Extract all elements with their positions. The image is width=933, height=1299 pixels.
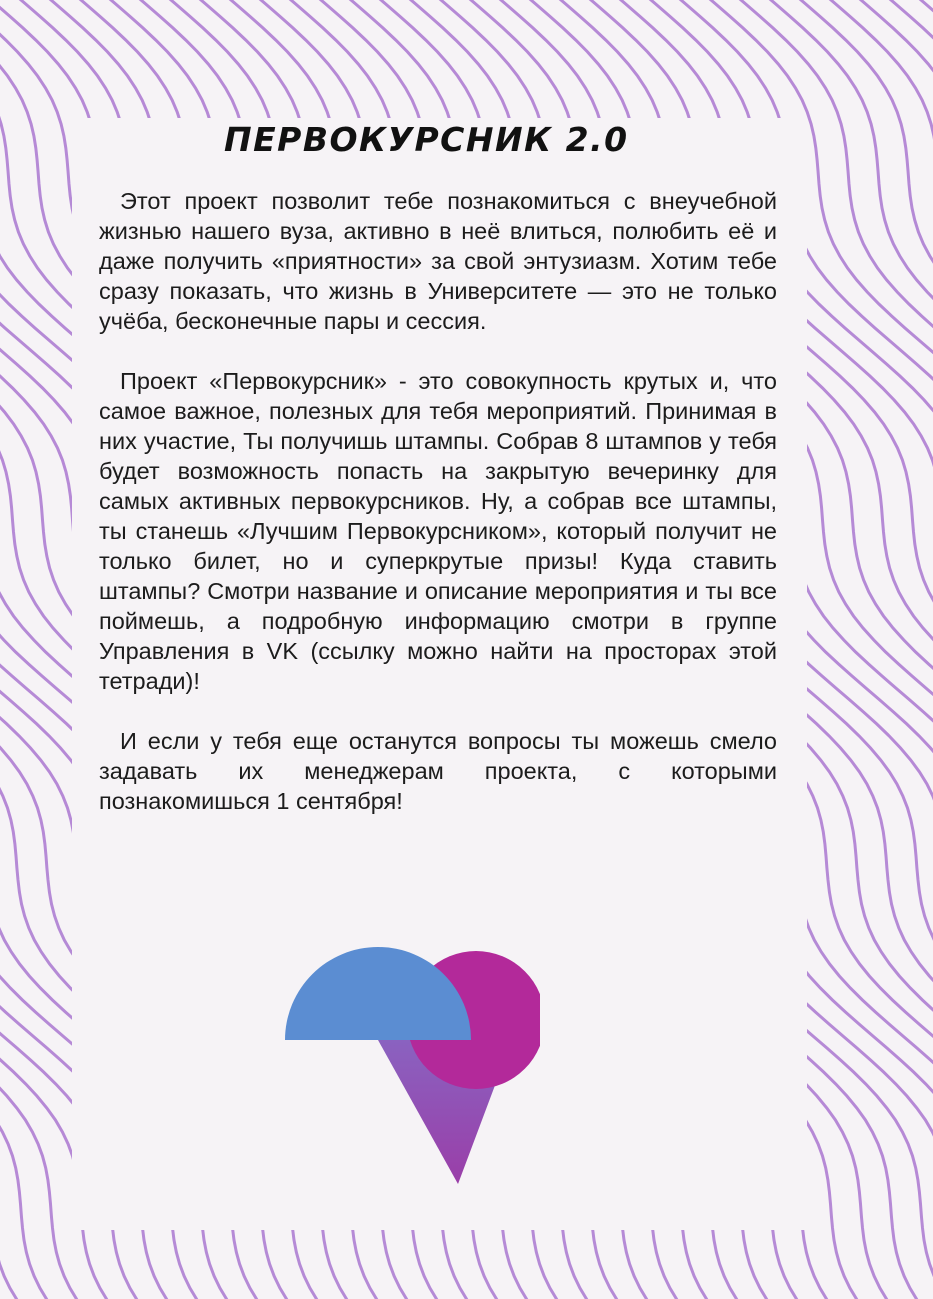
logo <box>280 940 540 1190</box>
wavy-line <box>0 0 56 1299</box>
body-text <box>99 186 777 816</box>
wavy-line <box>928 0 933 1299</box>
wavy-line <box>868 0 933 1299</box>
paragraph-project-description: Проект «Первокурсник» - это совокупность крутых и, что самое важное, полезных для тебя мероприятий. Принимая в них участие, Ты получишь штампы. Собрав 8 штампов у тебя будет возможность попасть на закрытую вечеринку для самых активных первокурсников. Ну, а собрав все штампы, ты станешь «Лучшим Первокурсником», который получит не только билет, но и суперкрутые призы! Куда ставить штампы? Смотри название и описание мероприятия и ты все поймешь, а подробную информацию смотри в группе Управления в VK (ссылку можно найти на просторах этой тетради)! <box>99 368 777 694</box>
page-title: ПЕРВОКУРСНИК 2.0 <box>224 120 629 159</box>
paragraph-intro: Этот проект позволит тебе познакомиться с внеучебной жизнью нашего вуза, активно в неё влиться, полюбить её и даже получить «приятности» за свой энтузиазм. Хотим тебе сразу показать, что жизнь в Университете — это не только учёба, бесконечные пары и сессия. <box>99 188 777 334</box>
paragraph-questions: И если у тебя еще останутся вопросы ты можешь смело задавать их менеджерам проекта, с которыми познакомишься 1 сентября! <box>99 728 777 814</box>
